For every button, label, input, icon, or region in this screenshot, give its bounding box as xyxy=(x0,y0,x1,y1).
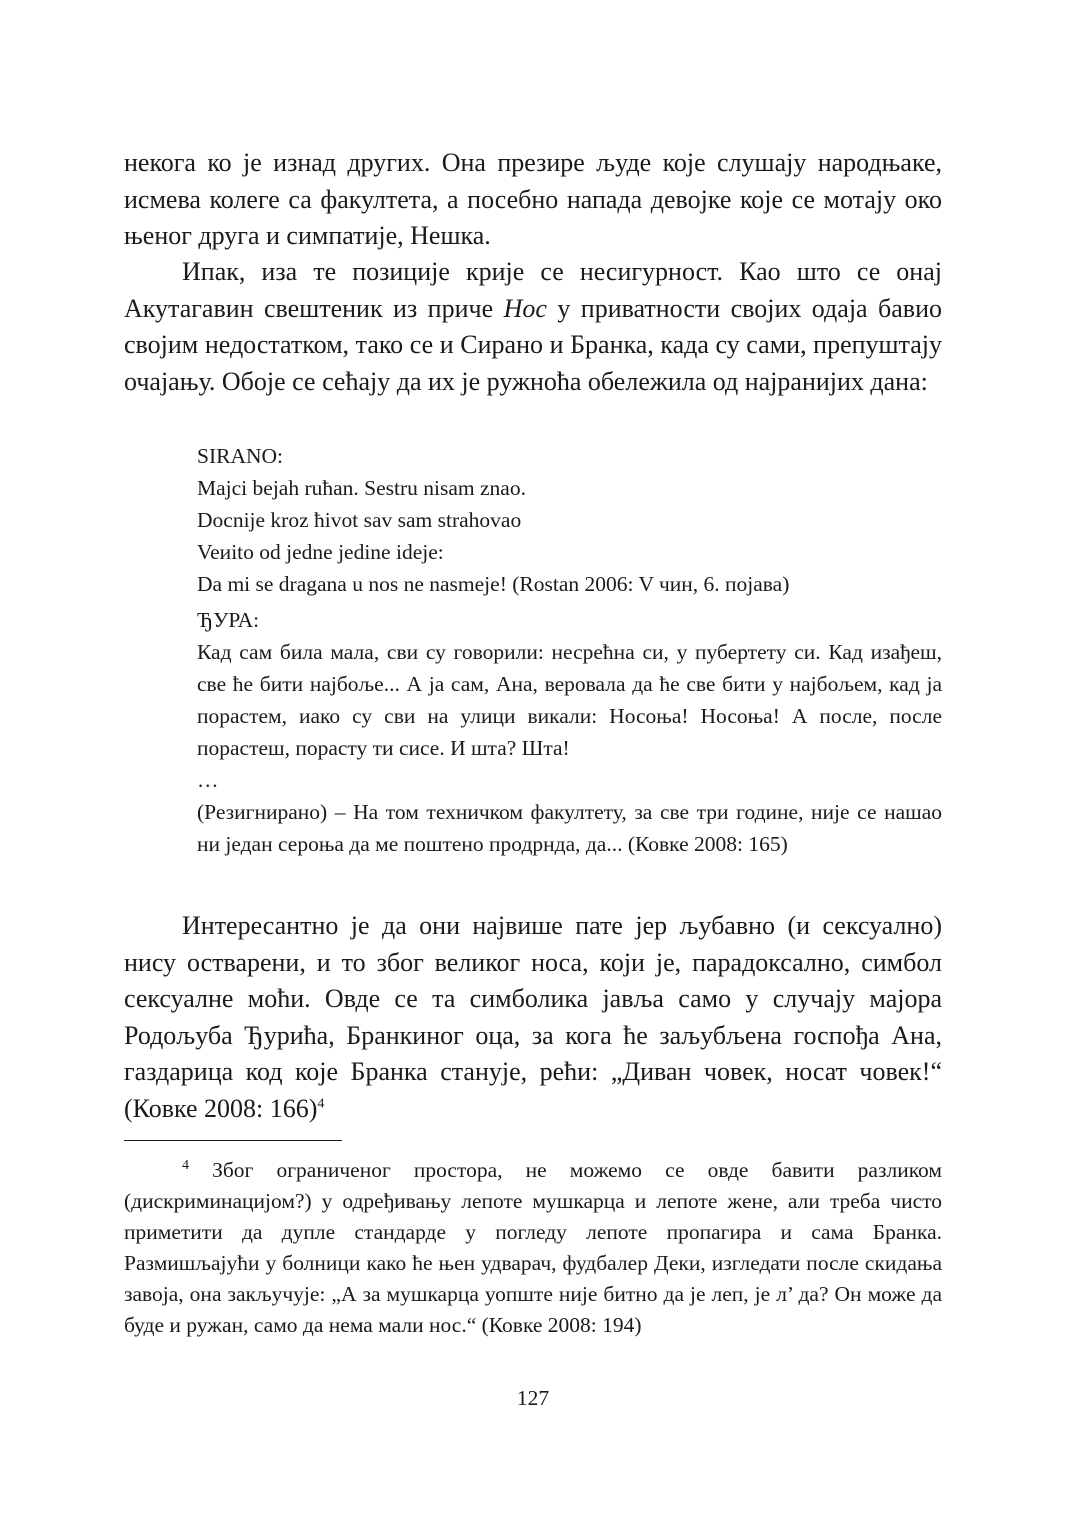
verse-line: Majci bejah ruћan. Sestru nisam znao. xyxy=(197,476,526,500)
quote-speaker: SIRANO: xyxy=(197,444,284,468)
quote-speaker: ЂУРА: xyxy=(197,608,260,632)
paragraph-2-post: у приватности својих одаја бавио својим недостатком, тако се и Сирано и Бранка, када су сами, препуштају очајању. Обоје се сећају да их је ружноћа обележила од најранијих дана: xyxy=(124,293,942,396)
footnote-marker: 4 xyxy=(182,1157,189,1173)
verse-line: Da mi se dragana u nos ne nasmeje! (Rostan 2006: V чин, 6. појава) xyxy=(197,572,790,596)
quote-djura xyxy=(197,604,942,860)
book-title-italic: Нос xyxy=(503,293,547,323)
footnote-divider xyxy=(124,1140,342,1141)
paragraph-2-pre: Ипак, иза те позиције крије се несигурност. Као што се онај Акутагавин свештеник из приче xyxy=(124,257,942,323)
page-number: 127 xyxy=(516,1386,550,1410)
quote-ellipsis: … xyxy=(197,768,219,792)
footnote-reference: 4 xyxy=(317,1095,325,1111)
paragraph-1: некога ко је изнад других. Она презире људе које слушају народњаке, исмева колеге са факултета, а посебно напада девојке које се мотају око њеног друга и симпатије, Нешка. xyxy=(124,148,942,250)
footnote xyxy=(124,1155,942,1341)
paragraph-3-text: Интересантно је да они највише пате јер љубавно (и сексуално) нису остварени, и то због великог носа, који је, парадоксално, симбол сексуалне моћи. Овде се та симболика јавља само у случају мајора Родољуба Ђурића, Бранкиног оца, за кога ће заљубљена госпођа Ана, газдарица код које Бранка станује, рећи: „Диван човек, носат човек!“ (Ковке 2008: 166) xyxy=(124,911,942,1123)
verse-line: Veиito od jedne jedine ideje: xyxy=(197,540,444,564)
quote-text-1: Кад сам била мала, сви су говорили: несрећна си, у пубертету си. Кад изађеш, све ће бити најбоље... А ја сам, Ана, веровала да ће све бити у најбољем, кад ја порастем, иако су сви на улици викали: Носоња! Носоња! А после, после порастеш, порасту ти сисе. И шта? Шта! xyxy=(197,640,942,760)
verse-line: Docnije kroz ћivot sav sam strahovao xyxy=(197,508,522,532)
quote-text-2: (Резигнирано) – На том техничком факултету, за све три године, није се нашао ни један сероња да ме поштено продрнда, да... (Ковке 2008: 165) xyxy=(197,800,942,856)
footnote-text: Због ограниченог простора, не можемо се овде бавити разликом (дискриминацијом?) у одређивању лепоте мушкарца и лепоте жене, али треба чисто приметити да дупле стандарде у погледу лепоте пропагира и сама Бранка. Размишљајући у болници како ће њен удварач, фудбалер Деки, изгледати после скидања завоја, она закључује: „А за мушкарца уопште није битно да је леп, је л’ да? Он може да буде и ружан, само да нема мали нос.“ (Ковке 2008: 194) xyxy=(124,1158,942,1337)
paragraph-3 xyxy=(124,908,942,1127)
quote-sirano xyxy=(197,440,942,600)
paragraph-2 xyxy=(124,254,942,400)
